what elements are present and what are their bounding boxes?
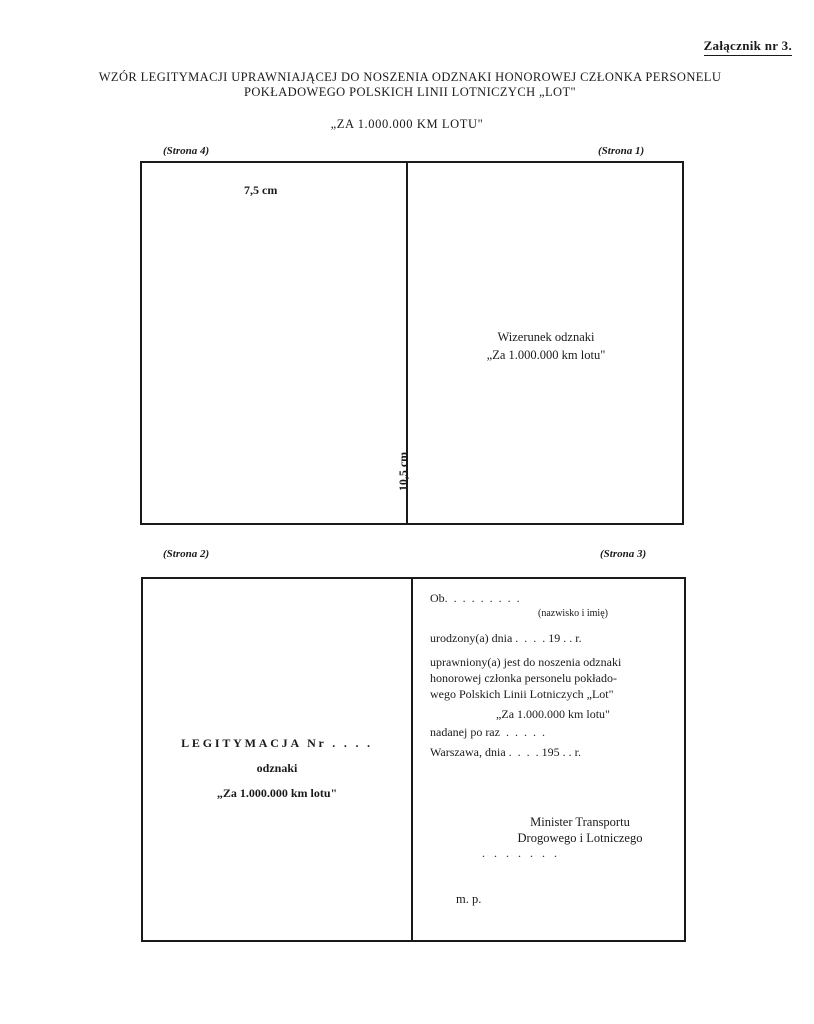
minister-title-2: Drogowego i Lotniczego	[517, 831, 643, 845]
page-label-2: (Strona 2)	[163, 548, 210, 560]
page-label-3: (Strona 3)	[600, 548, 647, 560]
page-label-4: (Strona 4)	[163, 145, 210, 157]
signature-line: . . . . . . .	[482, 846, 558, 860]
title-line-1: WZÓR LEGITYMACJI UPRAWNIAJĄCEJ DO NOSZENIA ODZNAKI HONOROWEJ CZŁONKA PERSONELU	[98, 70, 722, 84]
issue-place-date-line: Warszawa, dnia . . . . 195 . . r.	[430, 745, 581, 759]
minister-title-1: Minister Transportu	[530, 815, 630, 829]
badge-caption-2: „Za 1.000.000 km lotu"	[486, 348, 606, 362]
fold-line	[411, 579, 413, 940]
entitlement-text-1: uprawniony(a) jest do noszenia odznaki	[430, 655, 622, 669]
entitlement-text-3: wego Polskich Linii Lotniczych „Lot"	[430, 687, 614, 701]
holder-name-caption: (nazwisko i imię)	[538, 608, 608, 619]
card-width-dimension: 7,5 cm	[244, 183, 278, 197]
holder-name-line: Ob. . . . . . . . .	[430, 591, 520, 605]
page-label-1: (Strona 1)	[598, 145, 645, 157]
seal-placeholder: m. p.	[456, 892, 482, 906]
document-subtitle: „ZA 1.000.000 KM LOTU"	[330, 117, 484, 131]
annex-number: Załącznik nr 3.	[704, 38, 792, 56]
id-card-number: LEGITYMACJA Nr . . . .	[181, 736, 373, 750]
card-height-dimension: 10,5 cm	[396, 451, 411, 492]
id-card-badge-name: „Za 1.000.000 km lotu"	[216, 786, 338, 800]
entitlement-text-2: honorowej członka personelu pokłado-	[430, 671, 617, 685]
birth-date-line: urodzony(a) dnia . . . . 19 . . r.	[430, 631, 582, 645]
id-card-title-block	[143, 731, 411, 806]
document-title	[60, 70, 760, 100]
title-line-2: POKŁADOWEGO POLSKICH LINII LOTNICZYCH „LOT"	[244, 85, 576, 99]
award-count-line: nadanej po raz . . . . .	[430, 725, 545, 739]
id-card-form	[430, 590, 676, 760]
badge-caption-1: Wizerunek odznaki	[497, 330, 595, 344]
entitlement-badge-name: „Za 1.000.000 km lotu"	[496, 707, 610, 721]
badge-image-placeholder	[410, 328, 682, 364]
id-card-badge-word: odznaki	[256, 761, 298, 775]
issuing-authority	[480, 814, 680, 846]
